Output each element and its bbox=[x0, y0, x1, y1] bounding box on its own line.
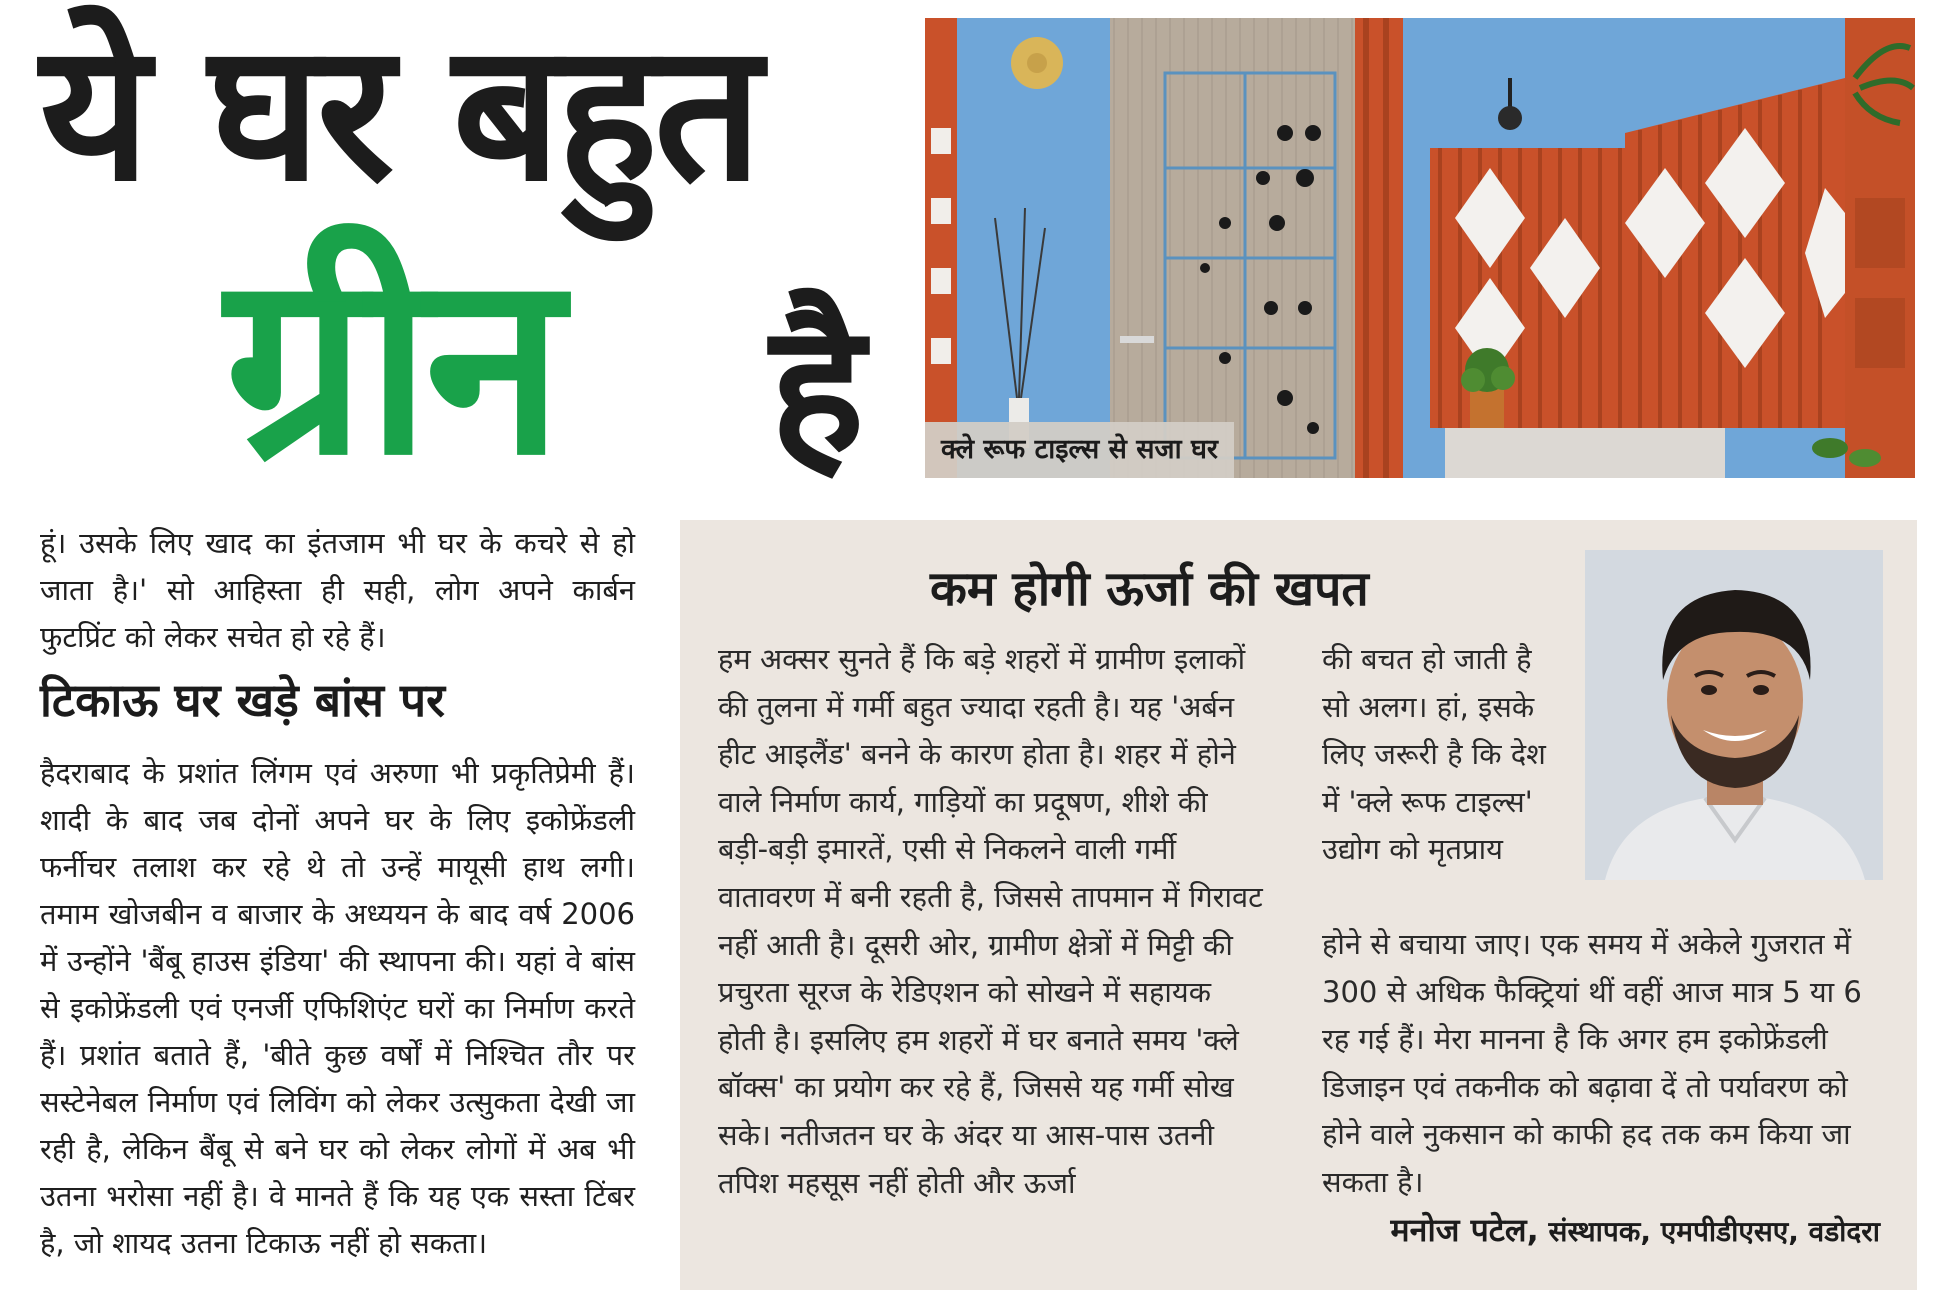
headline-line-2-green: ग्रीन bbox=[225, 219, 558, 510]
byline-title: संस्थापक, एमपीडीएसए, वडोदरा bbox=[1538, 1215, 1880, 1248]
house-photo bbox=[925, 18, 1915, 478]
portrait-illustration bbox=[1585, 550, 1883, 880]
photo-caption: क्ले रूफ टाइल्स से सजा घर bbox=[925, 422, 1234, 478]
sidebar-col2-cont-text: होने से बचाया जाए। एक समय में अकेले गुजरात में 300 से अधिक फैक्ट्रियां थीं वहीं आज मात्र 5 या 6 रह गई हैं। मेरा मानना है कि अगर हम इकोफ्रेंडली डिजाइन एवं तकनीक को बढ़ावा दें तो पर्यावरण को होने वाले नुकसान को काफी हद तक कम किया जा सकता है। bbox=[1322, 927, 1862, 1199]
house-photo-illustration bbox=[925, 18, 1915, 478]
sidebar-col2-text: की बचत हो जाती है सो अलग। हां, इसके लिए जरूरी है कि देश में 'क्ले रूफ टाइल्स' उद्योग को मृतप्राय bbox=[1322, 642, 1546, 867]
left-column-subheading: टिकाऊ घर खड़े बांस पर bbox=[40, 673, 445, 727]
sidebar-col1-text: हम अक्सर सुनते हैं कि बड़े शहरों में ग्रामीण इलाकों की तुलना में गर्मी बहुत ज्यादा रहती है। यह 'अर्बन हीट आइलैंड' बनने के कारण होता है। शहर में होने वाले निर्माण कार्य, गाड़ियों का प्रदूषण, शीशे की बड़ी-बड़ी इमारतें, एसी से निकलने वाली गर्मी वातावरण में बनी रहती है, जिससे तापमान में गिरावट नहीं आती है। दूसरी ओर, ग्रामीण क्षेत्रों में मिट्टी की प्रचुरता सूरज के रेडिएशन को सोखने में सहायक होती है। इसलिए हम शहरों में घर बनाते समय 'क्ले बॉक्स' का प्रयोग कर रहे हैं, जिससे यह गर्मी सोख सके। नतीजतन घर के अंदर या आस-पास उतनी तपिश महसूस नहीं होती और ऊर्जा bbox=[718, 642, 1263, 1200]
portrait-photo bbox=[1585, 550, 1883, 880]
byline-name: मनोज पटेल, bbox=[1390, 1211, 1539, 1249]
sidebar-column-1 bbox=[718, 636, 1263, 1207]
headline-line-1: ये घर बहुत bbox=[40, 2, 759, 223]
intro-paragraph: हूं। उसके लिए खाद का इंतजाम भी घर के कचरे से हो जाता है।' सो आहिस्ता ही सही, लोग अपने कार्बन फुटप्रिंट को लेकर सचेत हो रहे हैं। bbox=[40, 526, 635, 654]
sidebar-box-title: कम होगी ऊर्जा की खपत bbox=[930, 561, 1369, 617]
body-paragraph: हैदराबाद के प्रशांत लिंगम एवं अरुणा भी प्रकृतिप्रेमी हैं। शादी के बाद जब दोनों अपने घर के लिए इकोफ्रेंडली फर्नीचर तलाश कर रहे थे तो उन्हें मायूसी हाथ लगी। तमाम खोजबीन व बाजार के अध्ययन के बाद वर्ष 2006 में उन्होंने 'बैंबू हाउस इंडिया' की स्थापना की। यहां वे बांस से इकोफ्रेंडली एवं एनर्जी एफिशिएंट घरों का निर्माण करते हैं। प्रशांत बताते हैं, 'बीते कुछ वर्षों में निश्चित तौर पर सस्टेनेबल निर्माण एवं लिविंग को लेकर उत्सुकता देखी जा रही है, लेकिन बैंबू से बने घर को लेकर लोगों में अब भी उतना भरोसा नहीं है। वे मानते हैं कि यह एक सस्ता टिंबर है, जो शायद उतना टिकाऊ नहीं हो सकता। bbox=[40, 756, 635, 1260]
sidebar-column-2 bbox=[1322, 636, 1562, 874]
byline bbox=[1391, 1208, 1880, 1251]
left-column-body bbox=[40, 750, 635, 1267]
left-column-intro bbox=[40, 520, 635, 661]
headline-line-3: है bbox=[770, 285, 865, 492]
sidebar-column-2-continued bbox=[1322, 921, 1892, 1207]
